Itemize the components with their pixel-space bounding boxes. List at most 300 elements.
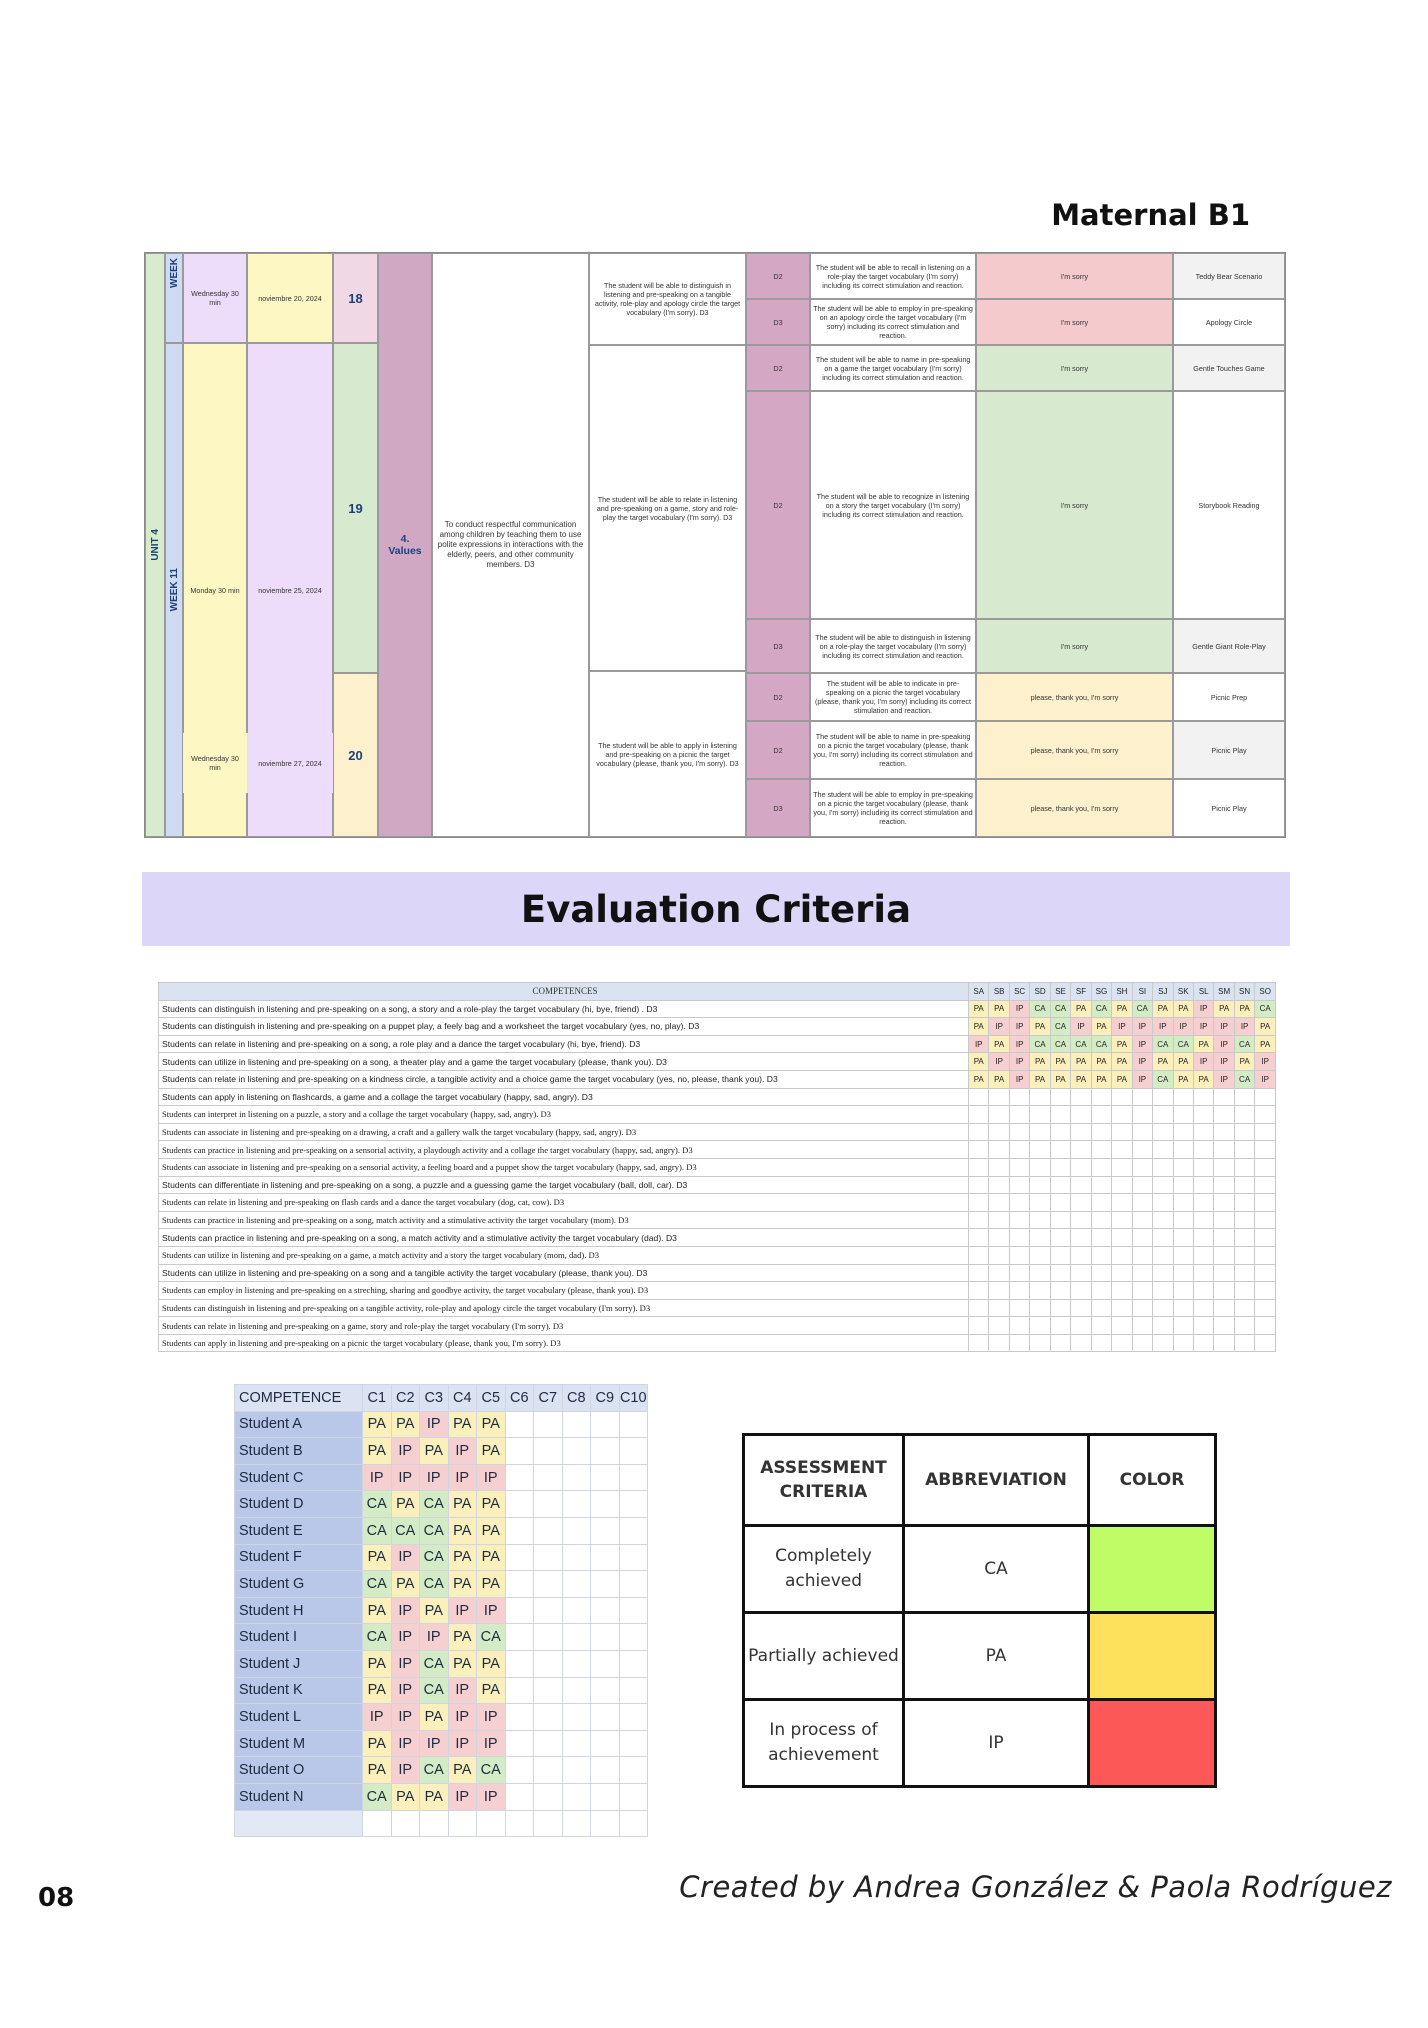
- competence-row: [159, 1000, 1276, 1018]
- row-vocabulary: please, thank you, I'm sorry: [976, 673, 1173, 721]
- grade-cell: [1153, 1194, 1173, 1212]
- grade-cell: [1009, 1158, 1029, 1176]
- grade-cell: [1091, 1282, 1111, 1300]
- grade-cell: PA: [1255, 1018, 1276, 1036]
- grade-cell: [1255, 1123, 1276, 1141]
- grade-cell: PA: [448, 1491, 477, 1518]
- grade-cell: [1214, 1141, 1234, 1159]
- grade-cell: CA: [363, 1517, 392, 1544]
- grade-cell: [505, 1491, 534, 1518]
- grade-cell: [562, 1597, 591, 1624]
- grade-cell: PA: [448, 1517, 477, 1544]
- grade-cell: IP: [391, 1464, 420, 1491]
- grade-cell: [1050, 1141, 1070, 1159]
- grade-cell: CA: [477, 1624, 506, 1651]
- grade-cell: [1009, 1317, 1029, 1335]
- grade-cell: [1193, 1123, 1213, 1141]
- grade-cell: IP: [1173, 1018, 1193, 1036]
- grade-cell: [591, 1464, 620, 1491]
- grade-cell: [989, 1229, 1009, 1247]
- student-row: [235, 1624, 648, 1651]
- grade-cell: [1214, 1246, 1234, 1264]
- grade-cell: IP: [391, 1730, 420, 1757]
- grade-cell: [1193, 1229, 1213, 1247]
- grade-cell: [1173, 1211, 1193, 1229]
- row-level: D2: [746, 345, 810, 391]
- legend-criteria: In process of achievement: [744, 1700, 904, 1787]
- grade-cell: [969, 1246, 989, 1264]
- grade-cell: [1132, 1123, 1152, 1141]
- grade-cell: [1153, 1211, 1173, 1229]
- competence-description: Students can interpret in listening on a puzzle, a story and a collage the target vocabulary (happy, sad, angry). D3: [159, 1106, 969, 1124]
- row-activity: Gentle Giant Role-Play: [1173, 619, 1285, 673]
- grade-cell: [989, 1088, 1009, 1106]
- legend-abbreviation: CA: [904, 1526, 1089, 1613]
- grade-cell: PA: [363, 1438, 392, 1465]
- grade-cell: [1193, 1106, 1213, 1124]
- grade-cell: [1009, 1334, 1029, 1352]
- row-indicator: The student will be able to name in pre-speaking on a game the target vocabulary (I'm sorry) including its correct stimulation and reaction.: [810, 345, 976, 391]
- competence-row: [159, 1158, 1276, 1176]
- grade-cell: [534, 1730, 563, 1757]
- grade-cell: [1255, 1246, 1276, 1264]
- grade-cell: CA: [1050, 1018, 1070, 1036]
- grade-cell: IP: [1153, 1018, 1173, 1036]
- competence-row: [159, 1106, 1276, 1124]
- student-column-header: SM: [1214, 983, 1234, 1001]
- grade-cell: CA: [1091, 1035, 1111, 1053]
- grade-cell: [1214, 1229, 1234, 1247]
- grade-cell: [1214, 1123, 1234, 1141]
- grade-cell: [619, 1411, 648, 1438]
- grade-cell: [1050, 1176, 1070, 1194]
- grade-cell: [1255, 1282, 1276, 1300]
- grade-cell: [591, 1544, 620, 1571]
- grade-cell: [989, 1334, 1009, 1352]
- row-activity: Gentle Touches Game: [1173, 345, 1285, 391]
- student-row: [235, 1730, 648, 1757]
- student-row: [235, 1597, 648, 1624]
- grade-cell: [1071, 1123, 1091, 1141]
- grade-cell: CA: [420, 1544, 449, 1571]
- grade-cell: IP: [1071, 1018, 1091, 1036]
- grade-cell: [1193, 1246, 1213, 1264]
- grade-cell: [1071, 1194, 1091, 1212]
- grade-cell: PA: [448, 1544, 477, 1571]
- grade-cell: CA: [1050, 1000, 1070, 1018]
- row-indicator: The student will be able to recall in listening on a role-play the target vocabulary (I'm sorry) including its correct stimulation and reaction.: [810, 253, 976, 299]
- student-name: Student G: [235, 1571, 363, 1598]
- grade-cell: PA: [1153, 1000, 1173, 1018]
- row-level: D3: [746, 779, 810, 837]
- grade-cell: [1153, 1317, 1173, 1335]
- grade-cell: PA: [477, 1571, 506, 1598]
- grade-cell: [1112, 1317, 1132, 1335]
- grade-cell: IP: [1214, 1053, 1234, 1071]
- grade-cell: [562, 1650, 591, 1677]
- competence-row: [159, 1282, 1276, 1300]
- grade-cell: [1193, 1299, 1213, 1317]
- grade-cell: IP: [477, 1704, 506, 1731]
- grade-cell: [1214, 1176, 1234, 1194]
- grade-cell: [562, 1730, 591, 1757]
- competence-row: [159, 1264, 1276, 1282]
- grade-cell: CA: [1091, 1000, 1111, 1018]
- row-activity: Picnic Play: [1173, 779, 1285, 837]
- grade-cell: [562, 1757, 591, 1784]
- grade-cell: [505, 1597, 534, 1624]
- grade-cell: [619, 1438, 648, 1465]
- grade-cell: [1050, 1229, 1070, 1247]
- legend-header-criteria: ASSESSMENT CRITERIA: [744, 1435, 904, 1526]
- competence-description: Students can relate in listening and pre-speaking on a kindness circle, a tangible activity and a choice game the target vocabulary (yes, no, please, thank you). D3: [159, 1070, 969, 1088]
- grade-cell: [1153, 1141, 1173, 1159]
- grade-cell: [1255, 1194, 1276, 1212]
- grade-cell: [1091, 1123, 1111, 1141]
- grade-cell: [1071, 1176, 1091, 1194]
- row-vocabulary: please, thank you, I'm sorry: [976, 721, 1173, 779]
- grade-cell: PA: [477, 1677, 506, 1704]
- student-name: Student K: [235, 1677, 363, 1704]
- grade-cell: IP: [391, 1597, 420, 1624]
- grade-cell: PA: [1153, 1053, 1173, 1071]
- grade-cell: [1173, 1158, 1193, 1176]
- row-indicator: The student will be able to recognize in listening on a story the target vocabulary (I'm sorry) including its correct stimulation and reaction.: [810, 391, 976, 619]
- page-number: 08: [38, 1883, 75, 1913]
- grade-cell: IP: [1009, 1035, 1029, 1053]
- grade-cell: [1091, 1246, 1111, 1264]
- grade-cell: [1153, 1334, 1173, 1352]
- grade-cell: [1030, 1334, 1050, 1352]
- grade-cell: [534, 1464, 563, 1491]
- grade-cell: [1132, 1229, 1152, 1247]
- competence-column-header: C10: [619, 1385, 648, 1412]
- grade-cell: [1009, 1264, 1029, 1282]
- grade-cell: IP: [391, 1438, 420, 1465]
- grade-cell: [1030, 1088, 1050, 1106]
- grade-cell: IP: [391, 1624, 420, 1651]
- competence-description: Students can distinguish in listening and pre-speaking on a song, a story and a role-play the target vocabulary (hi, bye, friend) . D3: [159, 1000, 969, 1018]
- grade-cell: [1234, 1106, 1254, 1124]
- competence-row: [159, 1246, 1276, 1264]
- grade-cell: PA: [989, 1070, 1009, 1088]
- student-name: Student M: [235, 1730, 363, 1757]
- student-row: [235, 1677, 648, 1704]
- grade-cell: [477, 1810, 506, 1837]
- objective: The student will be able to relate in listening and pre-speaking on a game, story and role-play the target vocabulary (I'm sorry). D3: [589, 345, 746, 671]
- grade-cell: [619, 1810, 648, 1837]
- grade-cell: [619, 1571, 648, 1598]
- grade-cell: [619, 1757, 648, 1784]
- grade-cell: [1009, 1282, 1029, 1300]
- student-column-header: SE: [1050, 983, 1070, 1001]
- grade-cell: PA: [363, 1650, 392, 1677]
- grade-cell: IP: [420, 1411, 449, 1438]
- legend-criteria: Partially achieved: [744, 1613, 904, 1700]
- grade-cell: [505, 1411, 534, 1438]
- competence-row: [159, 1070, 1276, 1088]
- grade-cell: [1009, 1106, 1029, 1124]
- grade-cell: [1050, 1211, 1070, 1229]
- grade-cell: [1071, 1158, 1091, 1176]
- grade-cell: [534, 1544, 563, 1571]
- grade-cell: [1112, 1211, 1132, 1229]
- row-indicator: The student will be able to distinguish in listening on a role-play the target vocabulary (I'm sorry) including its correct stimulation and reaction.: [810, 619, 976, 673]
- student-name: Student N: [235, 1783, 363, 1810]
- student-column-header: SJ: [1153, 983, 1173, 1001]
- grade-cell: PA: [448, 1624, 477, 1651]
- grade-cell: CA: [420, 1491, 449, 1518]
- grade-cell: [1173, 1299, 1193, 1317]
- row-vocabulary: I'm sorry: [976, 253, 1173, 299]
- grade-cell: [1091, 1141, 1111, 1159]
- grade-cell: [1009, 1211, 1029, 1229]
- grade-cell: IP: [1132, 1070, 1152, 1088]
- grade-cell: PA: [420, 1597, 449, 1624]
- grade-cell: CA: [420, 1571, 449, 1598]
- grade-cell: [619, 1597, 648, 1624]
- session-date: noviembre 27, 2024: [247, 733, 333, 793]
- grade-cell: [1071, 1282, 1091, 1300]
- competences-header: COMPETENCES: [159, 983, 969, 1001]
- grade-cell: [1091, 1158, 1111, 1176]
- grade-cell: PA: [391, 1783, 420, 1810]
- grade-cell: IP: [363, 1464, 392, 1491]
- grade-cell: PA: [969, 1053, 989, 1071]
- grade-cell: [1234, 1141, 1254, 1159]
- grade-cell: [1009, 1229, 1029, 1247]
- grade-cell: [591, 1677, 620, 1704]
- grade-cell: [1009, 1141, 1029, 1159]
- grade-cell: [1030, 1123, 1050, 1141]
- grade-cell: [1234, 1211, 1254, 1229]
- grade-cell: [969, 1106, 989, 1124]
- grade-cell: [1214, 1106, 1234, 1124]
- grade-cell: [591, 1704, 620, 1731]
- grade-cell: [534, 1677, 563, 1704]
- grade-cell: [1132, 1299, 1152, 1317]
- competences-header-row: [159, 983, 1276, 1001]
- grade-cell: [969, 1229, 989, 1247]
- grade-cell: [1030, 1158, 1050, 1176]
- grade-cell: [1030, 1141, 1050, 1159]
- grade-cell: [1009, 1246, 1029, 1264]
- objective: The student will be able to distinguish in listening and pre-speaking on a tangible activity, role-play and apology circle the target vocabulary (I'm sorry). D3: [589, 253, 746, 345]
- student-row: [235, 1517, 648, 1544]
- grade-cell: CA: [1153, 1035, 1173, 1053]
- grade-cell: [1030, 1264, 1050, 1282]
- grade-cell: [562, 1810, 591, 1837]
- grade-cell: [1091, 1106, 1111, 1124]
- grade-cell: CA: [363, 1491, 392, 1518]
- grade-cell: IP: [420, 1624, 449, 1651]
- grade-cell: [1234, 1334, 1254, 1352]
- grade-cell: PA: [1091, 1070, 1111, 1088]
- grade-cell: [1132, 1194, 1152, 1212]
- grade-cell: CA: [477, 1757, 506, 1784]
- row-activity: Picnic Prep: [1173, 673, 1285, 721]
- grade-cell: PA: [989, 1035, 1009, 1053]
- grade-cell: [1234, 1246, 1254, 1264]
- student-column-header: SN: [1234, 983, 1254, 1001]
- grade-cell: [591, 1783, 620, 1810]
- grade-cell: [969, 1334, 989, 1352]
- competence-column-header: C7: [534, 1385, 563, 1412]
- grade-cell: [1132, 1246, 1152, 1264]
- grade-cell: [619, 1464, 648, 1491]
- grade-cell: [1091, 1211, 1111, 1229]
- grade-cell: IP: [1255, 1053, 1276, 1071]
- grade-cell: [1050, 1158, 1070, 1176]
- grade-cell: IP: [1255, 1070, 1276, 1088]
- grade-cell: [1214, 1194, 1234, 1212]
- grade-cell: IP: [1214, 1070, 1234, 1088]
- grade-cell: [534, 1491, 563, 1518]
- student-column-header: SI: [1132, 983, 1152, 1001]
- grade-cell: [1193, 1264, 1213, 1282]
- grade-cell: CA: [1071, 1035, 1091, 1053]
- grade-cell: [619, 1517, 648, 1544]
- row-vocabulary: I'm sorry: [976, 619, 1173, 673]
- grade-cell: [534, 1704, 563, 1731]
- row-activity: Teddy Bear Scenario: [1173, 253, 1285, 299]
- grade-cell: IP: [1193, 1000, 1213, 1018]
- grade-cell: PA: [420, 1783, 449, 1810]
- grade-cell: [534, 1757, 563, 1784]
- competence-column-header: C8: [562, 1385, 591, 1412]
- grade-cell: [1255, 1229, 1276, 1247]
- competence-description: Students can distinguish in listening and pre-speaking on a puppet play, a feely bag and a worksheet the target vocabulary (yes, no, play). D3: [159, 1018, 969, 1036]
- grade-cell: IP: [1009, 1053, 1029, 1071]
- grade-cell: [562, 1438, 591, 1465]
- grade-cell: [505, 1783, 534, 1810]
- grade-cell: [505, 1704, 534, 1731]
- grade-cell: PA: [1234, 1053, 1254, 1071]
- grade-cell: [1153, 1176, 1173, 1194]
- grade-cell: [619, 1730, 648, 1757]
- grade-cell: [1153, 1088, 1173, 1106]
- competence-row: [159, 1035, 1276, 1053]
- competence-description: Students can differentiate in listening and pre-speaking on a song, a puzzle and a guessing game the target vocabulary (ball, doll, car). D3: [159, 1176, 969, 1194]
- student-column-header: SA: [969, 983, 989, 1001]
- grade-cell: IP: [477, 1464, 506, 1491]
- week-label-top: WEEK: [168, 258, 180, 288]
- grade-cell: [1255, 1158, 1276, 1176]
- grade-cell: [969, 1264, 989, 1282]
- grade-cell: IP: [989, 1018, 1009, 1036]
- grade-cell: [619, 1624, 648, 1651]
- session-number: 18: [333, 253, 378, 343]
- grade-cell: [1193, 1088, 1213, 1106]
- grade-cell: [1214, 1264, 1234, 1282]
- grade-cell: IP: [420, 1464, 449, 1491]
- grade-cell: [1255, 1264, 1276, 1282]
- grade-cell: PA: [969, 1000, 989, 1018]
- grade-cell: [591, 1571, 620, 1598]
- grade-cell: [989, 1141, 1009, 1159]
- grade-cell: CA: [420, 1517, 449, 1544]
- competence-description: Students can utilize in listening and pre-speaking on a song and a tangible activity the target vocabulary (please, thank you). D3: [159, 1264, 969, 1282]
- grade-cell: [591, 1411, 620, 1438]
- grade-cell: [619, 1491, 648, 1518]
- competence-column-header: C2: [391, 1385, 420, 1412]
- grade-cell: [1112, 1158, 1132, 1176]
- row-level: D3: [746, 299, 810, 345]
- row-activity: Apology Circle: [1173, 299, 1285, 345]
- grade-cell: [1173, 1334, 1193, 1352]
- grade-cell: [448, 1810, 477, 1837]
- grade-cell: [1030, 1229, 1050, 1247]
- row-indicator: The student will be able to indicate in pre-speaking on a picnic the target vocabulary (please, thank you, I'm sorry) including its correct stimulation and reaction.: [810, 673, 976, 721]
- student-name: Student L: [235, 1704, 363, 1731]
- student-column-header: SO: [1255, 983, 1276, 1001]
- grade-cell: PA: [391, 1491, 420, 1518]
- grade-cell: IP: [969, 1035, 989, 1053]
- grade-cell: IP: [391, 1704, 420, 1731]
- grade-cell: IP: [420, 1730, 449, 1757]
- grade-cell: PA: [448, 1571, 477, 1598]
- legend-color-swatch: [1089, 1613, 1216, 1700]
- grade-cell: [1193, 1158, 1213, 1176]
- row-level: D3: [746, 619, 810, 673]
- grade-cell: [1255, 1334, 1276, 1352]
- row-level: D2: [746, 721, 810, 779]
- grade-cell: PA: [1193, 1070, 1213, 1088]
- grade-cell: [562, 1783, 591, 1810]
- grade-cell: [1153, 1158, 1173, 1176]
- row-activity: Picnic Play: [1173, 721, 1285, 779]
- grade-cell: [1193, 1282, 1213, 1300]
- grade-cell: [989, 1211, 1009, 1229]
- competence-row: [159, 1123, 1276, 1141]
- grade-cell: [989, 1176, 1009, 1194]
- grade-cell: IP: [477, 1597, 506, 1624]
- values-competence: 4. Values: [378, 253, 432, 837]
- grade-cell: [1255, 1106, 1276, 1124]
- grade-cell: [989, 1317, 1009, 1335]
- grade-cell: PA: [477, 1517, 506, 1544]
- grade-cell: [591, 1810, 620, 1837]
- grade-cell: [1255, 1317, 1276, 1335]
- grade-cell: PA: [1071, 1000, 1091, 1018]
- grade-cell: [562, 1517, 591, 1544]
- grade-cell: CA: [1030, 1000, 1050, 1018]
- student-table-header-row: [235, 1385, 648, 1412]
- grade-cell: [1091, 1299, 1111, 1317]
- grade-cell: [1173, 1194, 1193, 1212]
- grade-cell: [1255, 1299, 1276, 1317]
- session-number: 20: [333, 673, 378, 837]
- grade-cell: [534, 1411, 563, 1438]
- grade-cell: [1132, 1317, 1152, 1335]
- grade-cell: CA: [363, 1571, 392, 1598]
- competence-header: COMPETENCE: [235, 1385, 363, 1412]
- grade-cell: [505, 1624, 534, 1651]
- student-name: Student J: [235, 1650, 363, 1677]
- grade-cell: [1234, 1282, 1254, 1300]
- grade-cell: [1050, 1194, 1070, 1212]
- grade-cell: PA: [391, 1571, 420, 1598]
- grade-cell: [1234, 1229, 1254, 1247]
- grade-cell: [1173, 1106, 1193, 1124]
- grade-cell: IP: [477, 1783, 506, 1810]
- grade-cell: [969, 1299, 989, 1317]
- section-title: Evaluation Criteria: [520, 887, 912, 931]
- lesson-planner-table: [144, 252, 1286, 838]
- grade-cell: PA: [448, 1757, 477, 1784]
- grade-cell: [1071, 1106, 1091, 1124]
- grade-cell: PA: [363, 1597, 392, 1624]
